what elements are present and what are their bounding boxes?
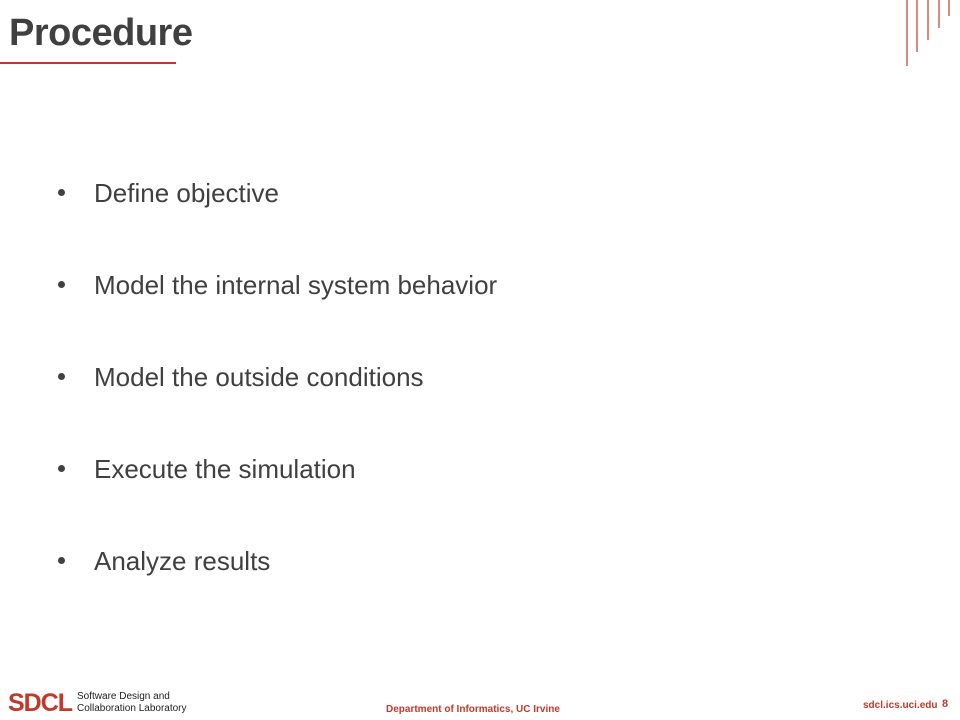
title-underline	[0, 62, 176, 64]
bullet-text: Execute the simulation	[94, 454, 356, 484]
decorative-lines	[900, 0, 960, 70]
lab-name	[77, 691, 187, 715]
bullet-item	[58, 168, 497, 260]
bullet-item	[58, 352, 497, 444]
page-number: 8	[942, 698, 949, 710]
lab-name-line-1: Software Design and	[77, 691, 170, 702]
lab-name-line-2: Collaboration Laboratory	[77, 703, 187, 714]
bullet-item	[58, 536, 497, 628]
bullet-text: Model the internal system behavior	[94, 270, 498, 300]
bullet-text: Model the outside conditions	[94, 362, 424, 392]
department-label: Department of Informatics, UC Irvine	[386, 704, 560, 715]
bullet-dot-icon	[58, 189, 65, 196]
sdcl-logo: SDCL	[8, 689, 73, 717]
bullet-dot-icon	[58, 557, 65, 564]
bullet-dot-icon	[58, 373, 65, 380]
lab-url: sdcl.ics.uci.edu	[863, 700, 938, 711]
bullet-item	[58, 444, 497, 536]
bullet-text: Define objective	[94, 178, 279, 208]
bullet-item	[58, 260, 497, 352]
bullet-text: Analyze results	[94, 546, 271, 576]
bullet-dot-icon	[58, 465, 65, 472]
slide-title: Procedure	[9, 12, 193, 54]
bullet-list	[58, 168, 497, 628]
bullet-dot-icon	[58, 281, 65, 288]
